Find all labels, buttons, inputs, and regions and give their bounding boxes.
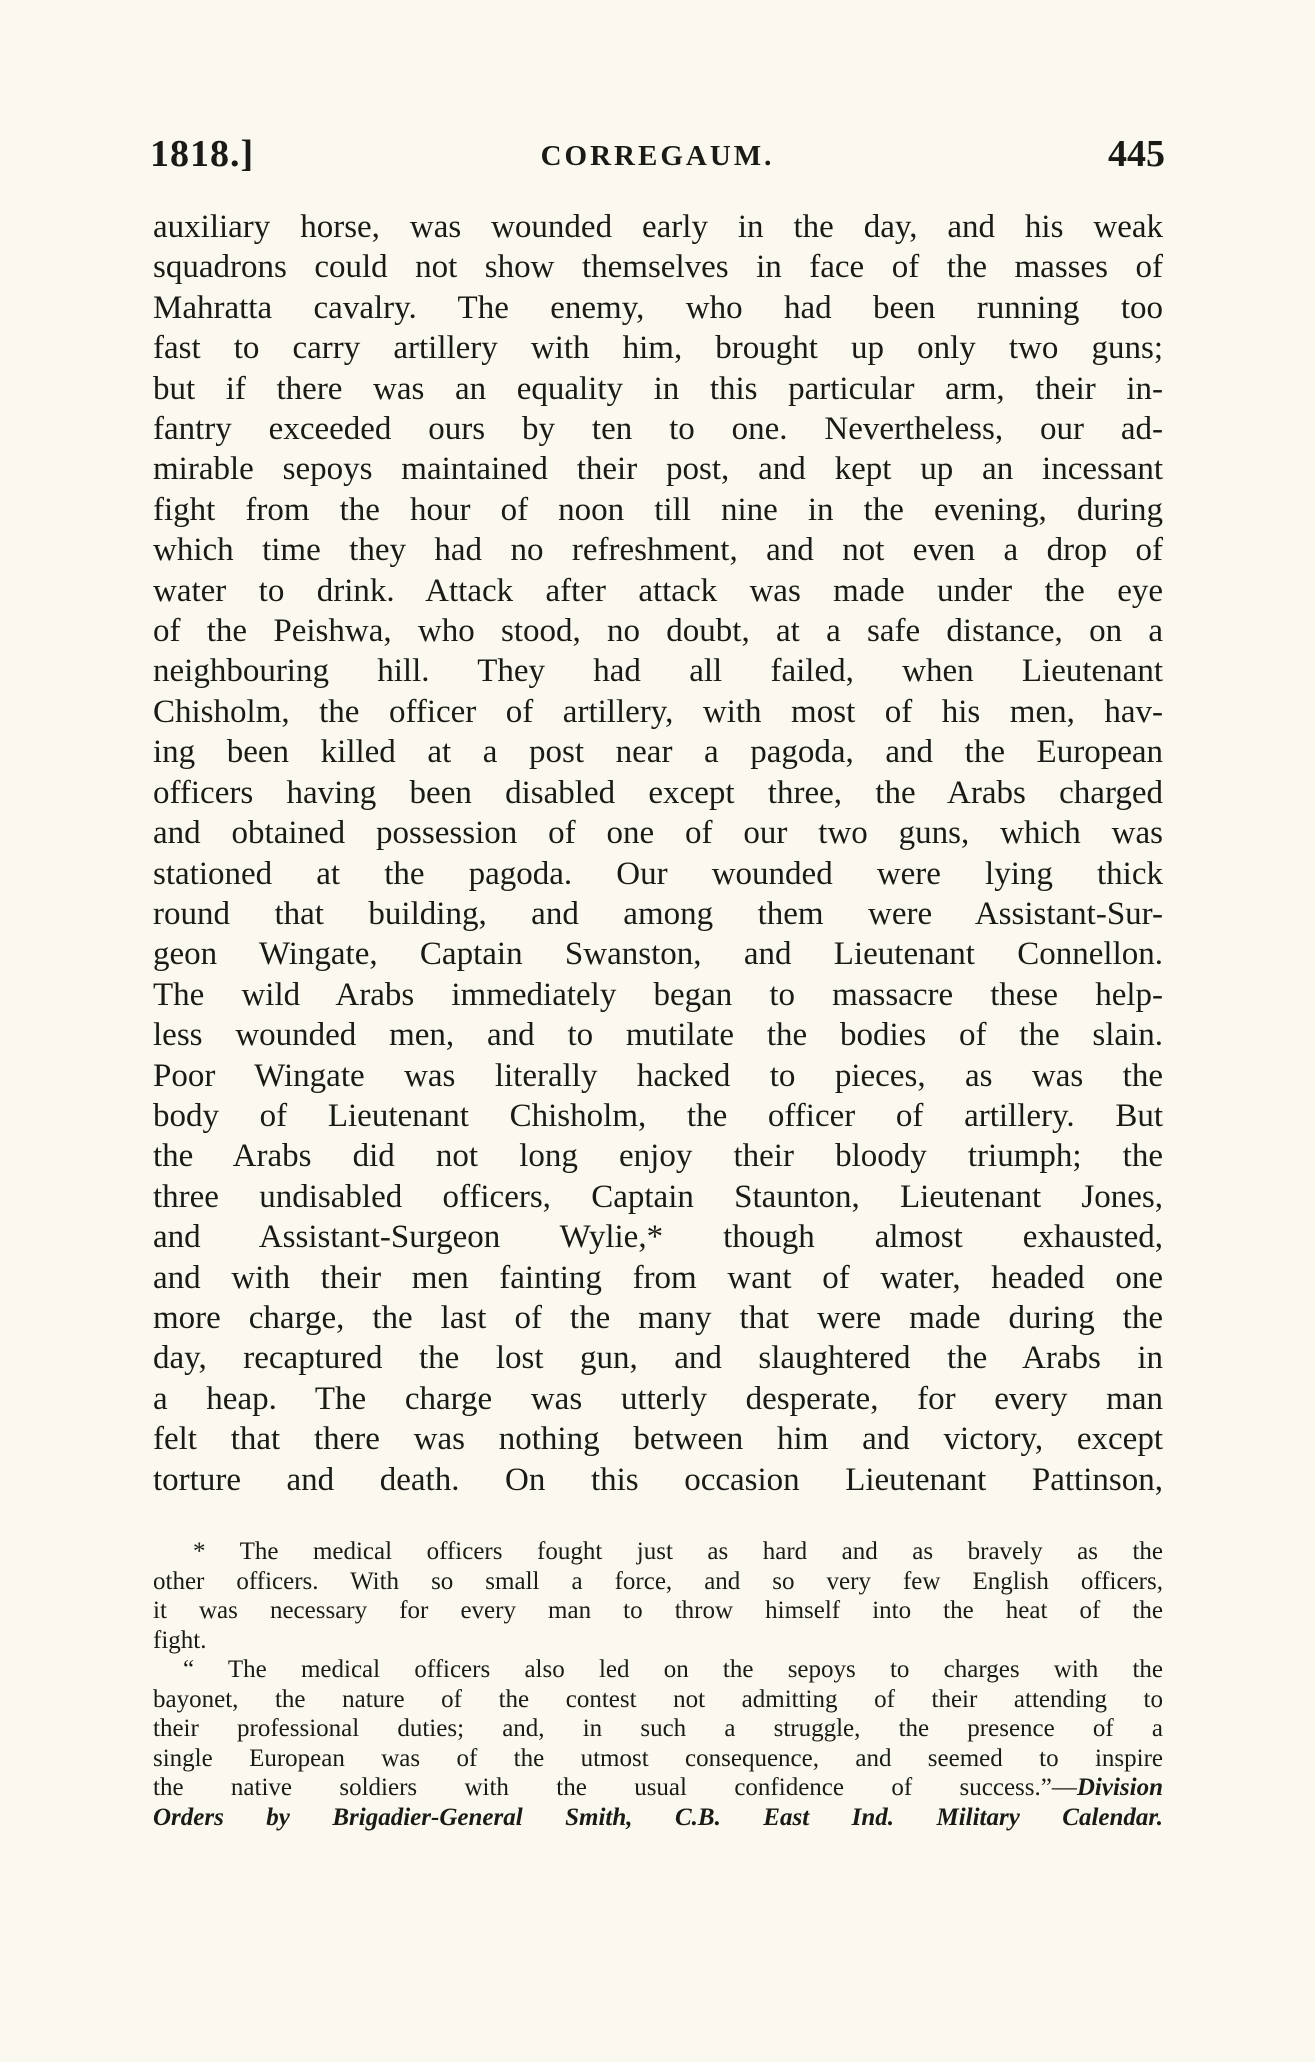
footnote-line: * The medical officers fought just as hard and as bravely as the [193, 1538, 1163, 1565]
body-line: geon Wingate, Captain Swanston, and Lieutenant Connellon. [153, 936, 1163, 973]
body-line: torture and death. On this occasion Lieutenant Pattinson, [153, 1461, 1163, 1498]
citation-italic: Orders by Brigadier-General Smith, C.B. East Ind. Military Calendar. [153, 1803, 1163, 1831]
body-line: fantry exceeded ours by ten to one. Nevertheless, our ad- [153, 411, 1163, 448]
footnote-line: fight. [153, 1626, 207, 1654]
body-line: Mahratta cavalry. The enemy, who had been running too [153, 289, 1163, 326]
body-line: three undisabled officers, Captain Staunton, Lieutenant Jones, [153, 1178, 1163, 1215]
body-line: ing been killed at a post near a pagoda, and the European [153, 734, 1163, 771]
running-head-title: CORREGAUM. [540, 140, 775, 172]
body-line: day, recaptured the lost gun, and slaughtered the Arabs in [153, 1340, 1163, 1377]
body-line: stationed at the pagoda. Our wounded were lying thick [153, 855, 1163, 892]
body-line: and with their men fainting from want of water, headed one [153, 1259, 1163, 1296]
body-line: and Assistant-Surgeon Wylie,* though almost exhausted, [153, 1219, 1163, 1256]
footnote-line [153, 1773, 1163, 1803]
body-line: but if there was an equality in this particular arm, their in- [153, 370, 1163, 407]
body-line: Poor Wingate was literally hacked to pieces, as was the [153, 1057, 1163, 1094]
body-line: auxiliary horse, was wounded early in the day, and his weak [153, 209, 1163, 245]
body-line: a heap. The charge was utterly desperate, for every man [153, 1380, 1163, 1417]
page-number: 445 [1108, 133, 1165, 175]
body-line: round that building, and among them were Assistant-Sur- [153, 895, 1163, 932]
footnote-line: bayonet, the nature of the contest not admitting of their attending to [153, 1685, 1163, 1713]
body-line: more charge, the last of the many that were made during the [153, 1299, 1163, 1336]
body-text [153, 207, 1163, 1500]
footnote [153, 1537, 1163, 1832]
running-head-year: 1818.] [150, 133, 255, 175]
footnote-citation [153, 1803, 1163, 1833]
citation-italic: Division [1076, 1774, 1163, 1801]
body-line: which time they had no refreshment, and not even a drop of [153, 532, 1163, 569]
body-line: and obtained possession of one of our two guns, which was [153, 815, 1163, 852]
footnote-line: their professional duties; and, in such a struggle, the presence of a [153, 1715, 1163, 1742]
body-line: the Arabs did not long enjoy their bloody triumph; the [153, 1138, 1163, 1175]
body-line: water to drink. Attack after attack was made under the eye [153, 572, 1163, 609]
body-line: felt that there was nothing between him and victory, except [153, 1421, 1163, 1458]
body-line: less wounded men, and to mutilate the bodies of the slain. [153, 1017, 1163, 1054]
body-line: neighbouring hill. They had all failed, when Lieutenant [153, 653, 1163, 690]
running-head [150, 132, 1165, 182]
footnote-line: other officers. With so small a force, and so very few English officers, [153, 1567, 1163, 1595]
body-line: Chisholm, the officer of artillery, with most of his men, hav- [153, 693, 1163, 730]
body-line: The wild Arabs immediately began to massacre these help- [153, 976, 1163, 1013]
footnote-line-text: the native soldiers with the usual confidence of success.”— [153, 1774, 1077, 1801]
body-line: officers having been disabled except three, the Arabs charged [153, 774, 1163, 811]
body-line: mirable sepoys maintained their post, and kept up an incessant [153, 451, 1163, 488]
body-line: squadrons could not show themselves in face of the masses of [153, 249, 1163, 286]
body-line: fight from the hour of noon till nine in the evening, during [153, 491, 1163, 528]
footnote-line: single European was of the utmost consequence, and seemed to inspire [153, 1744, 1163, 1772]
footnote-line: it was necessary for every man to throw himself into the heat of the [153, 1597, 1163, 1624]
body-line: fast to carry artillery with him, brought up only two guns; [153, 330, 1163, 367]
footnote-line: “ The medical officers also led on the sepoys to charges with the [183, 1656, 1163, 1683]
body-line: of the Peishwa, who stood, no doubt, at a safe distance, on a [153, 613, 1163, 650]
body-line: body of Lieutenant Chisholm, the officer of artillery. But [153, 1097, 1163, 1134]
